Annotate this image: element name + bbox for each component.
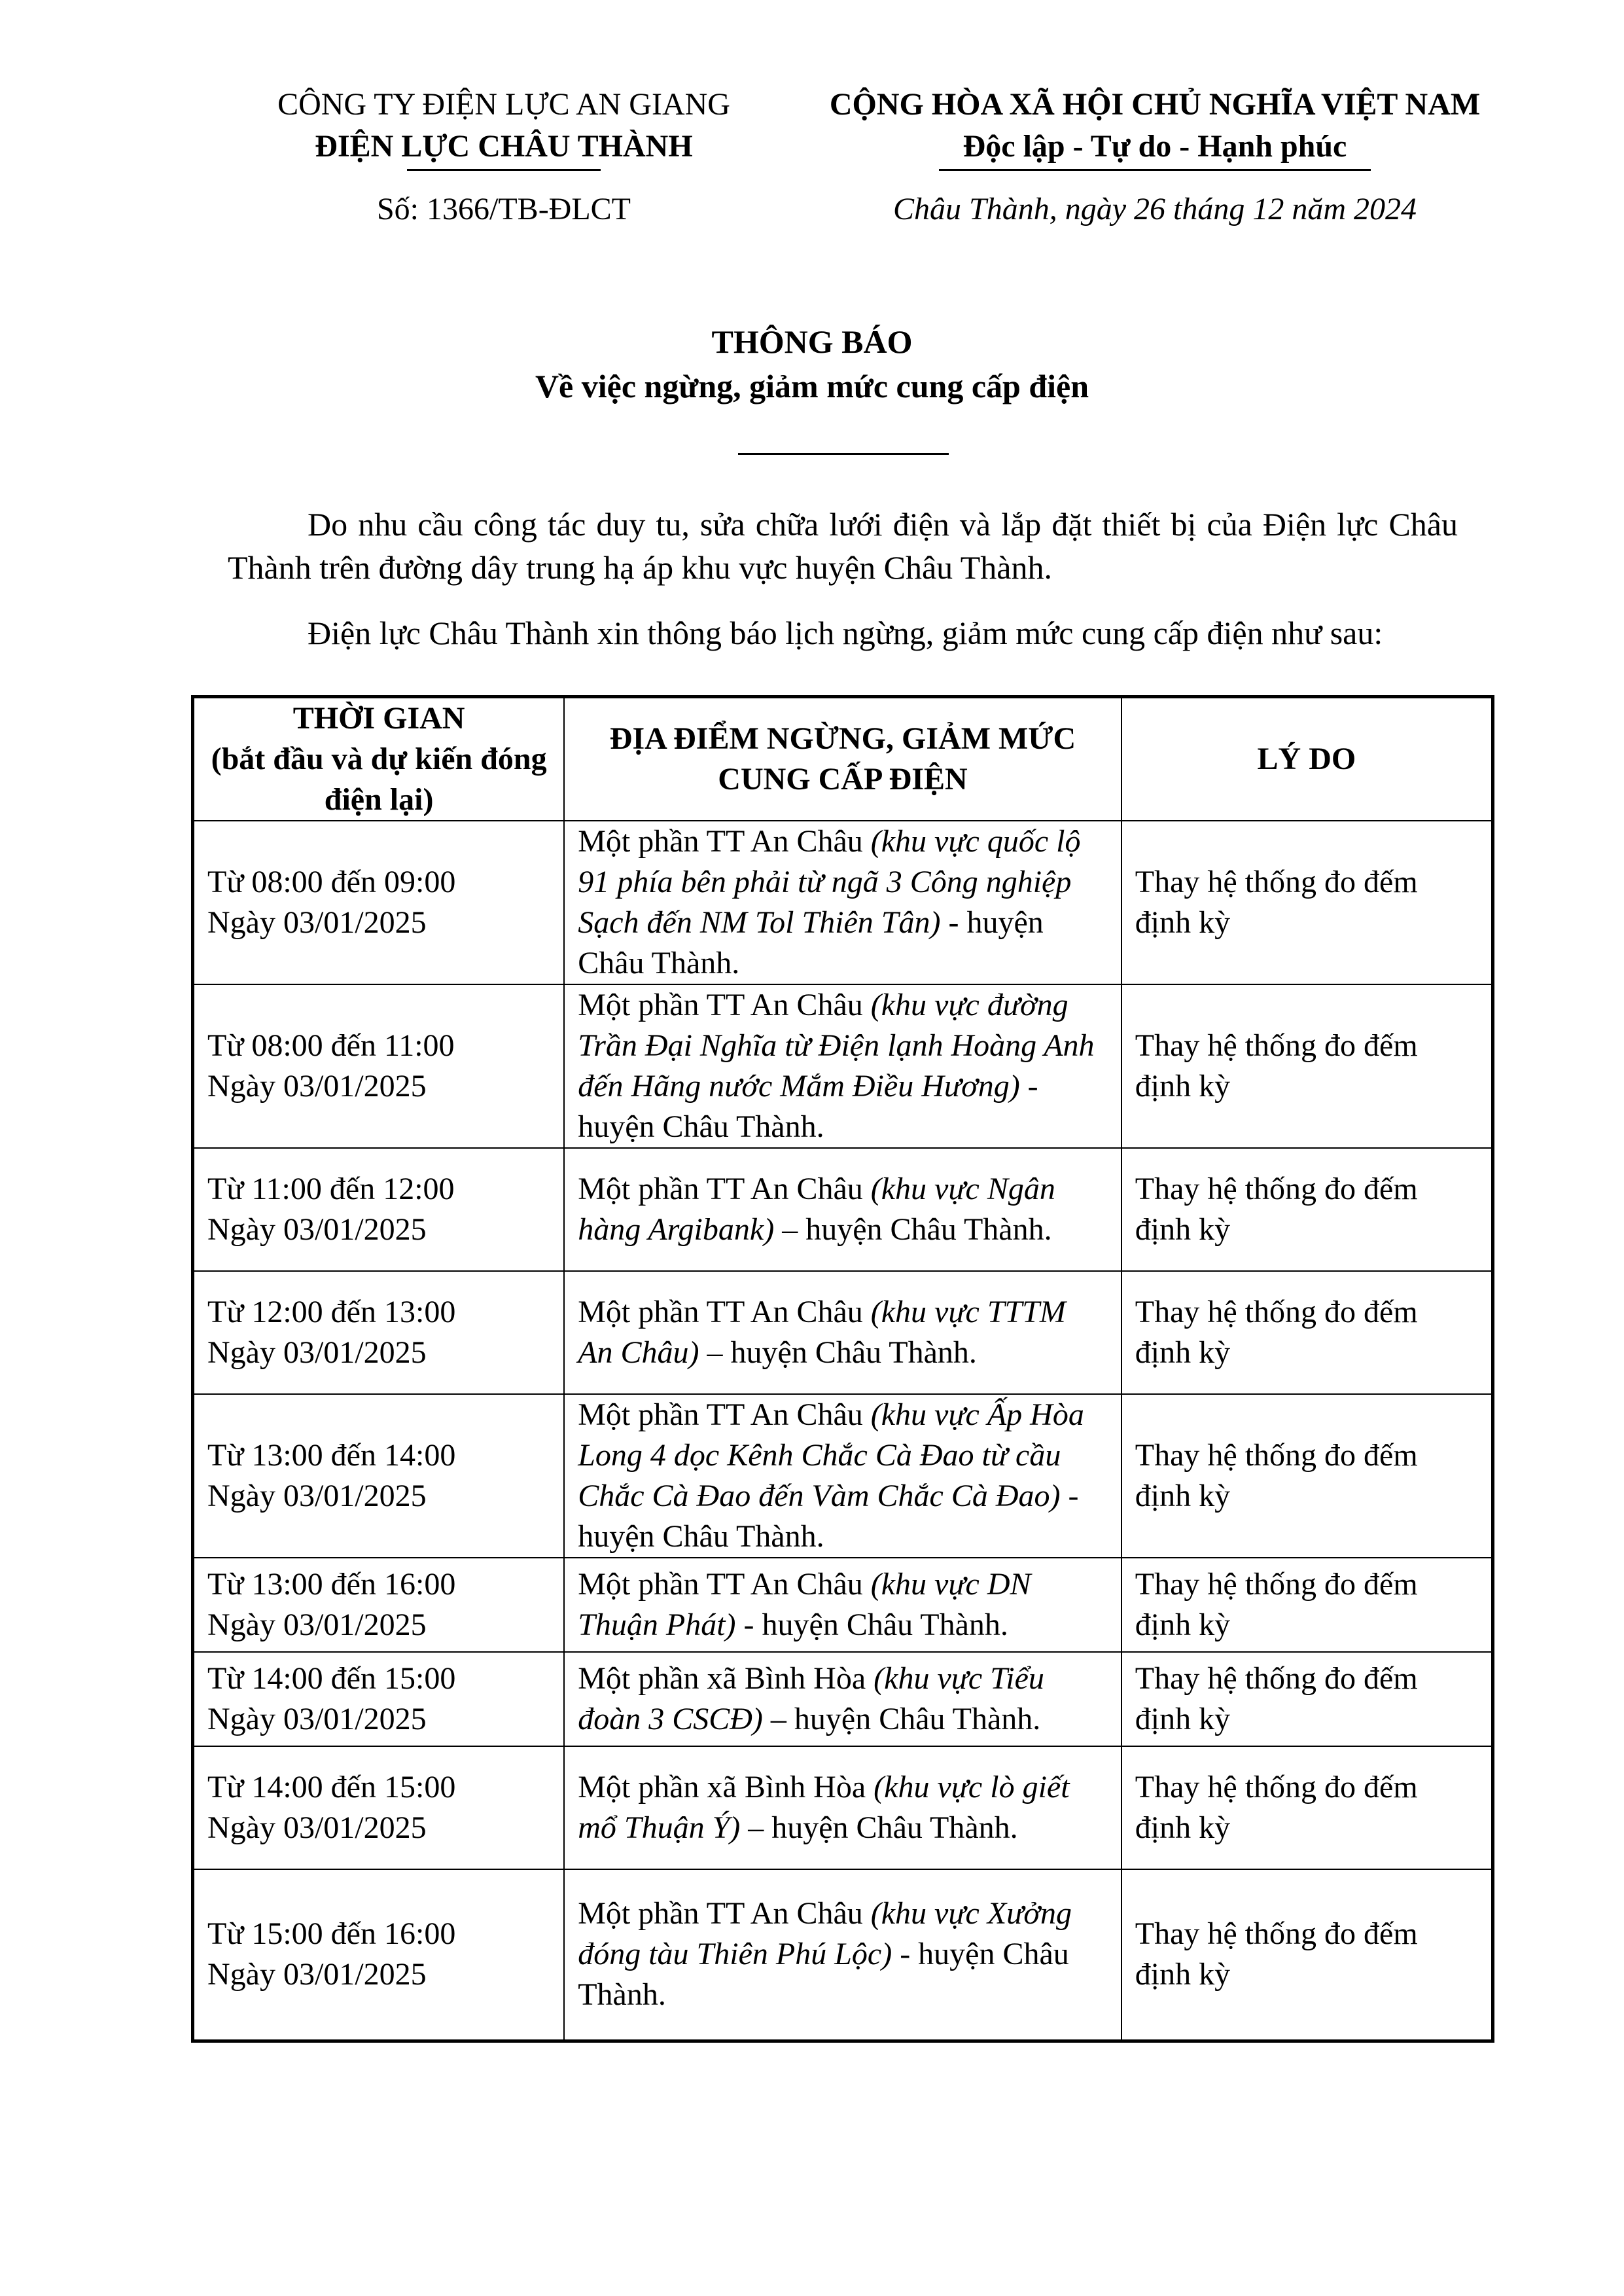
document-subject: Về việc ngừng, giảm mức cung cấp điện bbox=[535, 368, 1089, 404]
location-detail: (khu vực đường Trần Đại Nghĩa từ Điện lạnh Hoàng Anh đến Hãng nước Mắm Điều Hương) bbox=[578, 988, 1095, 1103]
reason-cell: Thay hệ thống đo đếm định kỳ bbox=[1121, 984, 1493, 1148]
table-row bbox=[193, 984, 1493, 1148]
reason-cell: Thay hệ thống đo đếm định kỳ bbox=[1121, 1271, 1493, 1394]
time-cell bbox=[193, 1394, 565, 1558]
header-time-subtitle: (bắt đầu và dự kiến đóng điện lại) bbox=[211, 742, 547, 817]
table-row bbox=[193, 1558, 1493, 1652]
location-area: Một phần TT An Châu bbox=[578, 988, 871, 1022]
location-detail: (khu vực TTTM An Châu) bbox=[578, 1295, 1066, 1370]
table-row bbox=[193, 1746, 1493, 1869]
outage-date: Ngày 03/01/2025 bbox=[207, 1702, 427, 1736]
location-area: Một phần TT An Châu bbox=[578, 1896, 871, 1931]
location-district: - huyện Châu Thành. bbox=[578, 1479, 1079, 1554]
time-cell bbox=[193, 1652, 565, 1746]
national-header bbox=[805, 84, 1505, 171]
title-divider bbox=[738, 453, 949, 455]
location-district: – huyện Châu Thành. bbox=[699, 1335, 977, 1370]
location-cell bbox=[564, 821, 1121, 984]
location-detail: (khu vực Xưởng đóng tàu Thiên Phú Lộc) bbox=[578, 1896, 1072, 1972]
location-district: - huyện Châu Thành. bbox=[735, 1607, 1008, 1642]
reason-cell: Thay hệ thống đo đếm định kỳ bbox=[1121, 1148, 1493, 1271]
outage-date: Ngày 03/01/2025 bbox=[207, 1069, 427, 1103]
time-range: Từ 08:00 đến 11:00 bbox=[207, 1028, 455, 1063]
header-time-title: THỜI GIAN bbox=[292, 701, 465, 736]
location-cell bbox=[564, 1746, 1121, 1869]
document-title-block bbox=[0, 319, 1624, 408]
table-row bbox=[193, 1394, 1493, 1558]
location-area: Một phần TT An Châu bbox=[578, 1397, 871, 1432]
table-row bbox=[193, 821, 1493, 984]
location-district: – huyện Châu Thành. bbox=[762, 1702, 1041, 1736]
location-detail: (khu vực lò giết mổ Thuận Ý) bbox=[578, 1770, 1070, 1845]
location-area: Một phần TT An Châu bbox=[578, 824, 871, 859]
reason-cell: Thay hệ thống đo đếm định kỳ bbox=[1121, 1869, 1493, 2041]
issuer-underline bbox=[407, 169, 601, 171]
location-cell bbox=[564, 1869, 1121, 2041]
time-cell bbox=[193, 1869, 565, 2041]
location-area: Một phần TT An Châu bbox=[578, 1172, 871, 1206]
outage-date: Ngày 03/01/2025 bbox=[207, 1957, 427, 1992]
reason-cell: Thay hệ thống đo đếm định kỳ bbox=[1121, 1558, 1493, 1652]
location-district: – huyện Châu Thành. bbox=[774, 1212, 1052, 1247]
location-cell bbox=[564, 1558, 1121, 1652]
time-cell bbox=[193, 1558, 565, 1652]
intro-paragraph: Do nhu cầu công tác duy tu, sửa chữa lưới điện và lắp đặt thiết bị của Điện lực Châu Thành trên đường dây trung hạ áp khu vực huyện Châu Thành. bbox=[228, 506, 1458, 586]
outage-date: Ngày 03/01/2025 bbox=[207, 1607, 427, 1642]
time-cell bbox=[193, 821, 565, 984]
table-row bbox=[193, 1652, 1493, 1746]
location-detail: (khu vực Tiểu đoàn 3 CSCĐ) bbox=[578, 1661, 1044, 1736]
time-range: Từ 14:00 đến 15:00 bbox=[207, 1770, 456, 1804]
location-area: Một phần xã Bình Hòa bbox=[578, 1661, 874, 1696]
outage-date: Ngày 03/01/2025 bbox=[207, 1810, 427, 1845]
notice-paragraph: Điện lực Châu Thành xin thông báo lịch ngừng, giảm mức cung cấp điện như sau: bbox=[308, 615, 1383, 651]
location-cell bbox=[564, 984, 1121, 1148]
organization-name: ĐIỆN LỰC CHÂU THÀNH bbox=[315, 129, 693, 164]
outage-schedule-table bbox=[191, 695, 1494, 2043]
header-reason: LÝ DO bbox=[1121, 697, 1493, 821]
location-cell bbox=[564, 1148, 1121, 1271]
parent-organization: CÔNG TY ĐIỆN LỰC AN GIANG bbox=[277, 87, 730, 122]
reason-cell: Thay hệ thống đo đếm định kỳ bbox=[1121, 821, 1493, 984]
header-location: ĐỊA ĐIỂM NGỪNG, GIẢM MỨC CUNG CẤP ĐIỆN bbox=[564, 697, 1121, 821]
time-range: Từ 15:00 đến 16:00 bbox=[207, 1916, 456, 1952]
location-district: - huyện Châu Thành. bbox=[578, 1937, 1069, 2013]
time-range: Từ 13:00 đến 14:00 bbox=[207, 1438, 456, 1473]
time-range: Từ 14:00 đến 15:00 bbox=[207, 1661, 456, 1696]
time-cell bbox=[193, 1148, 565, 1271]
outage-date: Ngày 03/01/2025 bbox=[207, 1212, 427, 1247]
time-range: Từ 08:00 đến 09:00 bbox=[207, 865, 456, 899]
document-title: THÔNG BÁO bbox=[711, 323, 913, 360]
time-range: Từ 12:00 đến 13:00 bbox=[207, 1295, 456, 1329]
reason-cell: Thay hệ thống đo đếm định kỳ bbox=[1121, 1394, 1493, 1558]
location-cell bbox=[564, 1271, 1121, 1394]
outage-date: Ngày 03/01/2025 bbox=[207, 905, 427, 940]
time-range: Từ 11:00 đến 12:00 bbox=[207, 1172, 455, 1206]
issuer-block bbox=[249, 84, 759, 171]
time-range: Từ 13:00 đến 16:00 bbox=[207, 1567, 456, 1602]
table-header-row bbox=[193, 697, 1493, 821]
document-number: Số: 1366/TB-ĐLCT bbox=[376, 192, 631, 226]
location-detail: (khu vực quốc lộ 91 phía bên phải từ ngã 3 Công nghiệp Sạch đến NM Tol Thiên Tân) bbox=[578, 824, 1081, 940]
time-cell bbox=[193, 1746, 565, 1869]
country-name: CỘNG HÒA XÃ HỘI CHỦ NGHĨA VIỆT NAM bbox=[829, 87, 1481, 122]
outage-date: Ngày 03/01/2025 bbox=[207, 1335, 427, 1370]
outage-date: Ngày 03/01/2025 bbox=[207, 1479, 427, 1513]
location-area: Một phần TT An Châu bbox=[578, 1295, 871, 1329]
location-district: - huyện Châu Thành. bbox=[578, 1069, 1038, 1144]
location-cell bbox=[564, 1394, 1121, 1558]
table-row bbox=[193, 1148, 1493, 1271]
table-row bbox=[193, 1271, 1493, 1394]
location-area: Một phần xã Bình Hòa bbox=[578, 1770, 874, 1804]
time-cell bbox=[193, 984, 565, 1148]
location-area: Một phần TT An Châu bbox=[578, 1567, 871, 1602]
location-detail: (khu vực Ấp Hòa Long 4 dọc Kênh Chắc Cà Đao từ cầu Chắc Cà Đao đến Vàm Chắc Cà Đao) bbox=[578, 1397, 1084, 1513]
location-district: - huyện Châu Thành. bbox=[578, 905, 1044, 980]
location-district: – huyện Châu Thành. bbox=[740, 1810, 1018, 1845]
table-row bbox=[193, 1869, 1493, 2041]
motto-underline bbox=[939, 169, 1371, 171]
location-detail: (khu vực DN Thuận Phát) bbox=[578, 1567, 1031, 1642]
reason-cell: Thay hệ thống đo đếm định kỳ bbox=[1121, 1652, 1493, 1746]
reason-cell: Thay hệ thống đo đếm định kỳ bbox=[1121, 1746, 1493, 1869]
location-detail: (khu vực Ngân hàng Argibank) bbox=[578, 1172, 1055, 1247]
header-time bbox=[193, 697, 565, 821]
time-cell bbox=[193, 1271, 565, 1394]
place-and-date: Châu Thành, ngày 26 tháng 12 năm 2024 bbox=[892, 192, 1417, 226]
national-motto: Độc lập - Tự do - Hạnh phúc bbox=[962, 129, 1347, 164]
location-cell bbox=[564, 1652, 1121, 1746]
